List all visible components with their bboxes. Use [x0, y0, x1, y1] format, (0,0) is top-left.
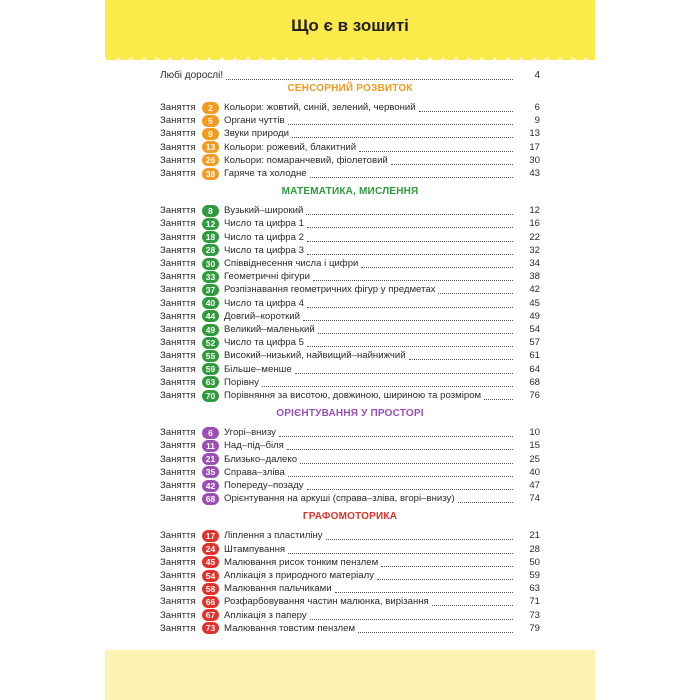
dot-leader [307, 481, 513, 490]
lesson-label: Заняття [160, 556, 196, 568]
page-number: 68 [529, 376, 540, 388]
lesson-title: Геометричні фігури [224, 271, 310, 283]
lesson-label: Заняття [160, 583, 196, 595]
section-heading: ОРІЄНТУВАННЯ У ПРОСТОРІ [276, 408, 424, 420]
dot-leader [326, 531, 513, 540]
toc-row [160, 231, 540, 244]
intro-page: 4 [534, 69, 540, 81]
lesson-number-badge: 37 [202, 284, 219, 296]
lesson-number-badge: 18 [202, 231, 219, 243]
lesson-title: Високий–низький, найвищий–найнижчий [224, 350, 406, 362]
lesson-number-badge: 11 [202, 440, 219, 452]
page-number: 32 [529, 244, 540, 256]
lesson-number-badge: 6 [202, 427, 219, 439]
toc-row [160, 257, 540, 270]
dot-leader [292, 129, 513, 138]
dot-leader [307, 299, 513, 308]
page-number: 10 [529, 427, 540, 439]
lesson-label: Заняття [160, 154, 196, 166]
page-number: 9 [534, 115, 540, 127]
lesson-label: Заняття [160, 350, 196, 362]
lesson-number-badge: 21 [202, 453, 219, 465]
toc-row [160, 389, 540, 402]
lesson-number-badge: 58 [202, 583, 219, 595]
lesson-label: Заняття [160, 231, 196, 243]
dot-leader [288, 468, 513, 477]
toc-row [160, 297, 540, 310]
page-number: 54 [529, 324, 540, 335]
lesson-label: Заняття [160, 596, 196, 608]
toc-row [160, 323, 540, 336]
dot-leader [335, 584, 513, 593]
toc-row [160, 582, 540, 595]
lesson-title: Орієнтування на аркуші (справа–зліва, вгорі–внизу) [224, 493, 455, 505]
lesson-label: Заняття [160, 570, 196, 581]
dot-leader [310, 611, 513, 620]
dot-leader [288, 545, 513, 554]
page-number: 21 [529, 530, 540, 542]
page-number: 79 [529, 622, 540, 634]
intro-label: Любі дорослі! [160, 69, 224, 81]
workbook-page [105, 0, 595, 700]
lesson-title: Малювання пальчиками [224, 583, 332, 595]
lesson-label: Заняття [160, 440, 196, 452]
page-number: 74 [529, 493, 540, 505]
lesson-label: Заняття [160, 102, 196, 113]
lesson-label: Заняття [160, 530, 196, 542]
lesson-title: Вузький–широкий [224, 205, 304, 217]
dot-leader [313, 272, 513, 281]
lesson-number-badge: 68 [202, 493, 219, 505]
lesson-title: Попереду–позаду [224, 480, 304, 491]
dot-leader [287, 441, 513, 450]
lesson-number-badge: 9 [202, 128, 219, 140]
lesson-label: Заняття [160, 324, 196, 335]
toc-row [160, 101, 540, 114]
dot-leader [484, 391, 513, 400]
lesson-number-badge: 17 [202, 530, 219, 542]
dot-leader [295, 365, 513, 374]
toc-row [160, 543, 540, 556]
lesson-label: Заняття [160, 493, 196, 505]
lesson-number-badge: 67 [202, 609, 219, 621]
lesson-number-badge: 66 [202, 596, 219, 608]
dot-leader [438, 285, 513, 294]
lesson-title: Порівну [224, 376, 259, 388]
toc-row [160, 453, 540, 466]
lesson-label: Заняття [160, 337, 196, 349]
lesson-title: Число та цифра 2 [224, 231, 304, 243]
lesson-label: Заняття [160, 310, 196, 322]
section-heading: МАТЕМАТИКА, МИСЛЕННЯ [281, 186, 419, 198]
lesson-label: Заняття [160, 128, 196, 140]
lesson-title: Аплікація з паперу [224, 609, 307, 621]
dot-leader [300, 455, 513, 464]
lesson-number-badge: 2 [202, 102, 219, 114]
lesson-number-badge: 38 [202, 168, 219, 180]
lesson-title: Гаряче та холодне [224, 168, 307, 179]
lesson-number-badge: 28 [202, 244, 219, 256]
section-heading: ГРАФОМОТОРИКА [302, 511, 398, 523]
page-number: 17 [529, 141, 540, 153]
lesson-title: Справа–зліва [224, 466, 285, 478]
lesson-number-badge: 13 [202, 141, 219, 153]
toc-row [160, 141, 540, 154]
lesson-number-badge: 42 [202, 480, 219, 492]
lesson-label: Заняття [160, 244, 196, 256]
lesson-number-badge: 45 [202, 556, 219, 568]
lesson-label: Заняття [160, 480, 196, 491]
page-number: 38 [529, 271, 540, 283]
lesson-label: Заняття [160, 390, 196, 401]
lesson-title: Великий–маленький [224, 324, 315, 335]
page-number: 59 [529, 570, 540, 581]
toc-row [160, 492, 540, 505]
lesson-title: Більше–менше [224, 363, 292, 375]
toc-row [160, 217, 540, 230]
lesson-title: Органи чуттів [224, 115, 285, 127]
dot-leader [419, 103, 513, 112]
toc-row [160, 479, 540, 492]
lesson-label: Заняття [160, 218, 196, 230]
page-number: 50 [529, 556, 540, 568]
dot-leader [377, 571, 513, 580]
page-number: 40 [529, 466, 540, 478]
dot-leader [303, 312, 513, 321]
lesson-title: Число та цифра 1 [224, 218, 304, 230]
toc-row [160, 466, 540, 479]
lesson-title: Близько–далеко [224, 453, 298, 465]
dot-leader [361, 259, 513, 268]
toc-row [160, 556, 540, 569]
lesson-number-badge: 8 [202, 205, 219, 217]
dot-leader [359, 143, 513, 152]
toc-row [160, 154, 540, 167]
lesson-number-badge: 40 [202, 297, 219, 309]
lesson-number-badge: 26 [202, 154, 219, 166]
toc-row [160, 204, 540, 217]
page-number: 63 [529, 583, 540, 595]
lesson-label: Заняття [160, 141, 196, 153]
lesson-title: Кольори: жовтий, синій, зелений, червоний [224, 102, 416, 113]
page-number: 47 [529, 480, 540, 491]
toc-row [160, 310, 540, 323]
toc-row [160, 114, 540, 127]
lesson-title: Над–під–біля [224, 440, 284, 452]
page-number: 16 [529, 218, 540, 230]
page-title: Що є в зошиті [291, 16, 409, 35]
dot-leader [288, 116, 513, 125]
lesson-title: Угорі–внизу [224, 427, 276, 439]
lesson-label: Заняття [160, 284, 196, 296]
page-number: 13 [529, 128, 540, 140]
lesson-title: Кольори: рожевий, блакитний [224, 141, 357, 153]
toc-row [160, 363, 540, 376]
lesson-label: Заняття [160, 622, 196, 634]
lesson-number-badge: 12 [202, 218, 219, 230]
page-number: 76 [529, 390, 540, 401]
lesson-title: Малювання рисок тонким пензлем [224, 556, 379, 568]
lesson-number-badge: 59 [202, 363, 219, 375]
lesson-title: Розпізнавання геометричних фігур у предметах [224, 284, 436, 296]
lesson-label: Заняття [160, 258, 196, 269]
lesson-label: Заняття [160, 376, 196, 388]
lesson-label: Заняття [160, 466, 196, 478]
lesson-number-badge: 55 [202, 350, 219, 362]
lesson-title: Кольори: помаранчевий, фіолетовий [224, 154, 388, 166]
dot-leader [432, 597, 513, 606]
toc-row [160, 349, 540, 362]
page-number: 43 [529, 168, 540, 179]
page-number: 57 [529, 337, 540, 349]
lesson-number-badge: 73 [202, 622, 219, 634]
lesson-number-badge: 30 [202, 258, 219, 270]
lesson-label: Заняття [160, 168, 196, 179]
page-number: 71 [529, 596, 540, 608]
lesson-number-badge: 70 [202, 390, 219, 402]
dot-leader [409, 351, 513, 360]
lesson-label: Заняття [160, 453, 196, 465]
toc-row [160, 595, 540, 608]
toc-row [160, 336, 540, 349]
lesson-number-badge: 24 [202, 543, 219, 555]
toc-row [160, 622, 540, 635]
dot-leader [310, 169, 513, 178]
dot-leader [307, 233, 513, 242]
lesson-title: Число та цифра 5 [224, 337, 304, 349]
lesson-label: Заняття [160, 271, 196, 283]
lesson-label: Заняття [160, 543, 196, 555]
toc-row [160, 270, 540, 283]
intro-entry [160, 68, 540, 82]
lesson-label: Заняття [160, 427, 196, 439]
toc-row [160, 244, 540, 257]
lesson-label: Заняття [160, 363, 196, 375]
page-number: 42 [529, 284, 540, 296]
page-number: 30 [529, 154, 540, 166]
toc-row [160, 127, 540, 140]
page-number: 45 [529, 297, 540, 309]
page-number: 28 [529, 543, 540, 555]
section-heading: СЕНСОРНИЙ РОЗВИТОК [287, 83, 413, 94]
page-number: 61 [529, 350, 540, 362]
toc-row [160, 609, 540, 622]
lesson-number-badge: 33 [202, 271, 219, 283]
dot-leader [226, 71, 513, 80]
page-number: 15 [529, 440, 540, 452]
lesson-title: Довгий–короткий [224, 310, 301, 322]
page-number: 6 [534, 102, 540, 113]
page-number: 73 [529, 609, 540, 621]
toc-row [160, 439, 540, 452]
footer-band [105, 650, 595, 700]
page-number: 22 [529, 231, 540, 243]
page-number: 12 [529, 205, 540, 217]
toc-row [160, 376, 540, 389]
page-number: 34 [529, 258, 540, 269]
dot-leader [307, 246, 513, 255]
dot-leader [307, 219, 513, 228]
lesson-label: Заняття [160, 115, 196, 127]
dot-leader [318, 325, 513, 334]
lesson-title: Число та цифра 4 [224, 297, 304, 309]
lesson-title: Розфарбовування частин малюнка, вирізання [224, 596, 429, 608]
lesson-number-badge: 52 [202, 337, 219, 349]
dot-leader [262, 378, 513, 387]
lesson-label: Заняття [160, 609, 196, 621]
toc-row [160, 529, 540, 542]
lesson-number-badge: 44 [202, 310, 219, 322]
dot-leader [307, 338, 513, 347]
lesson-title: Співвіднесення числа і цифри [224, 258, 359, 269]
page-number: 64 [529, 363, 540, 375]
dot-leader [279, 428, 513, 437]
lesson-title: Штампування [224, 543, 286, 555]
dot-leader [358, 624, 513, 633]
lesson-label: Заняття [160, 205, 196, 217]
page-number: 25 [529, 453, 540, 465]
toc-row [160, 426, 540, 439]
lesson-title: Звуки природи [224, 128, 290, 140]
lesson-number-badge: 35 [202, 466, 219, 478]
lesson-number-badge: 63 [202, 376, 219, 388]
dot-leader [381, 558, 513, 567]
lesson-number-badge: 49 [202, 324, 219, 336]
toc-row [160, 569, 540, 582]
dot-leader [458, 494, 513, 503]
lesson-title: Число та цифра 3 [224, 244, 304, 256]
dot-leader [391, 156, 513, 165]
lesson-title: Аплікація з природного матеріалу [224, 570, 375, 581]
lesson-label: Заняття [160, 297, 196, 309]
lesson-title: Порівняння за висотою, довжиною, шириною та розміром [224, 390, 482, 401]
toc-row [160, 283, 540, 296]
lesson-title: Ліплення з пластиліну [224, 530, 323, 542]
lesson-title: Малювання товстим пензлем [224, 622, 356, 634]
lesson-number-badge: 54 [202, 570, 219, 582]
page-number: 49 [529, 310, 540, 322]
dot-leader [306, 206, 513, 215]
toc-row [160, 167, 540, 180]
lesson-number-badge: 5 [202, 115, 219, 127]
